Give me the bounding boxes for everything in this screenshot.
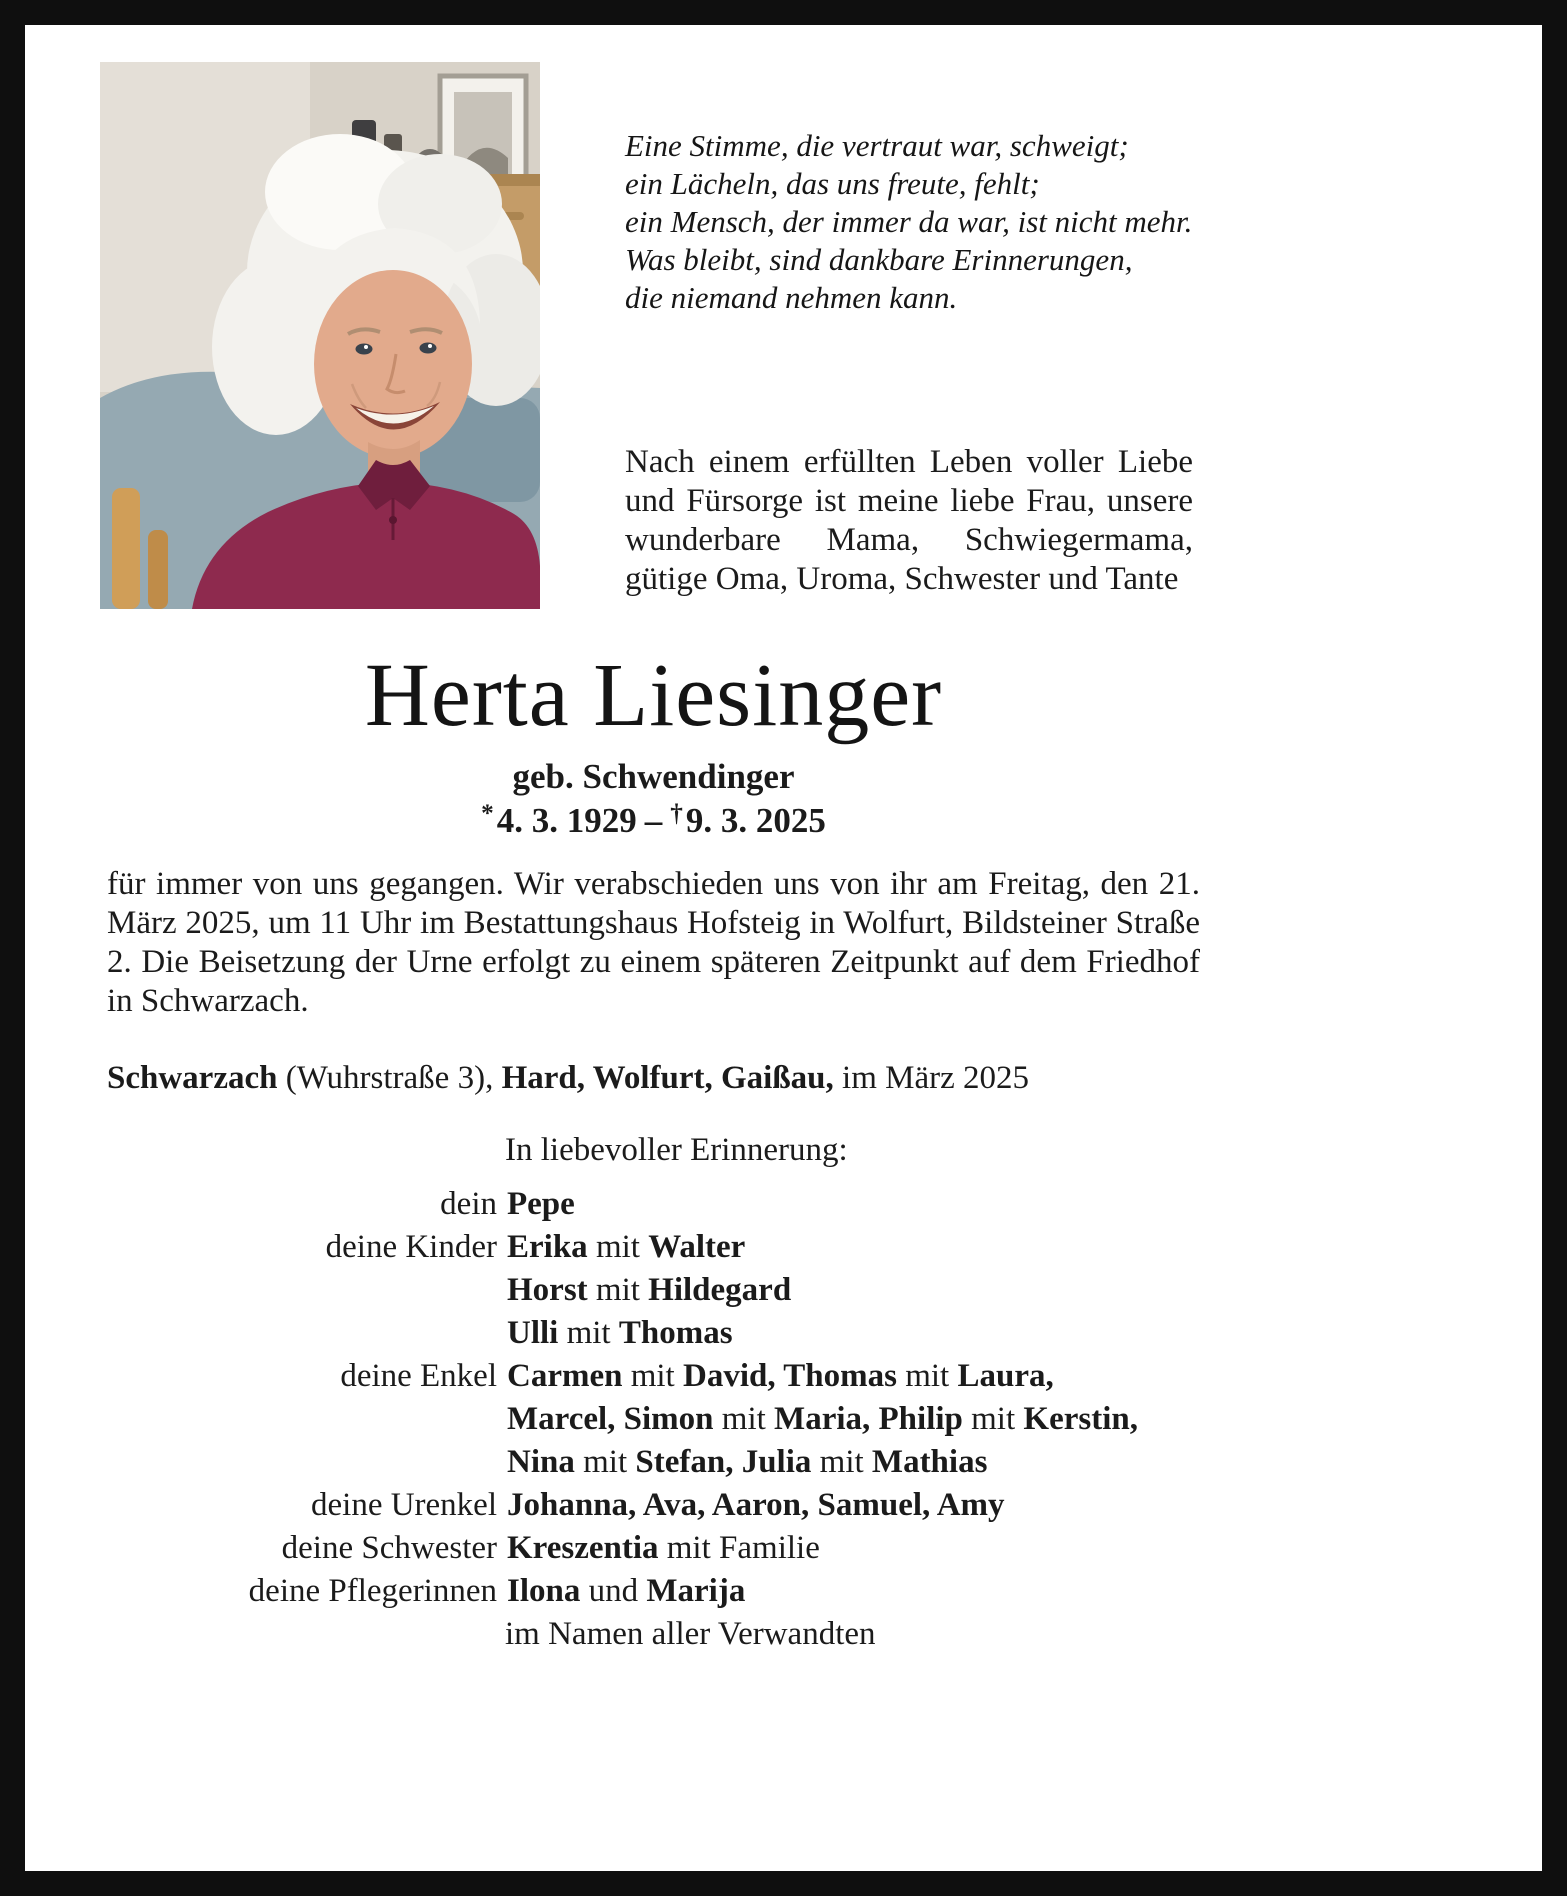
farewell-announcement: für immer von uns gegangen. Wir verabschieden uns von ihr am Freitag, den 21. März 2025, um 11 Uhr im Bestattungshaus Hofsteig in Wolfurt, Bildsteiner Straße 2. Die Beisetzung der Urne erfolgt zu einem späteren Zeitpunkt auf dem Friedhof in Schwarzach. <box>107 866 1200 1019</box>
poem-line: Eine Stimme, die vertraut war, schweigt; <box>625 128 1129 163</box>
closing-line: im Namen aller Verwandten <box>505 1616 876 1652</box>
mourner-relation-label <box>107 1312 497 1355</box>
bold-name-text: Hildegard <box>648 1272 792 1308</box>
bold-name-text: Thomas <box>618 1315 733 1351</box>
deceased-name: Herta Liesinger <box>364 646 943 745</box>
main-column <box>107 646 1200 1656</box>
regular-text: im März 2025 <box>833 1060 1029 1096</box>
mourner-names <box>507 1269 1200 1312</box>
regular-text: mit <box>713 1401 775 1437</box>
bold-name-text: Kerstin, <box>1023 1401 1138 1437</box>
regular-text: mit <box>962 1401 1024 1437</box>
remembrance-heading: In liebevoller Erinnerung: <box>505 1132 848 1168</box>
left-eye <box>356 344 373 355</box>
regular-text: und <box>580 1573 647 1609</box>
bold-name-text: Maria, Philip <box>774 1401 963 1437</box>
bold-name-text: Erika <box>507 1229 588 1265</box>
regular-text: mit <box>574 1444 636 1480</box>
death-dagger-symbol: † <box>670 800 683 828</box>
portrait-photo <box>100 62 540 609</box>
regular-text: mit <box>811 1444 872 1480</box>
bold-name-text: Ulli <box>507 1315 559 1351</box>
poem-line: die niemand nehmen kann. <box>625 280 958 315</box>
bold-name-text: Nina <box>507 1444 575 1480</box>
regular-text: (Wuhrstraße 3), <box>277 1060 502 1096</box>
button <box>389 516 397 524</box>
mourner-names <box>507 1183 1200 1226</box>
poem-line: ein Lächeln, das uns freute, fehlt; <box>625 166 1040 201</box>
birth-date: 4. 3. 1929 <box>496 801 637 840</box>
mourner-relation-label <box>107 1269 497 1312</box>
intro-text: Nach einem erfüllten Leben voller Liebe und Fürsorge ist meine liebe Frau, unsere wunderbare Mama, Schwiegermama, gütige Oma, Uroma, Schwester und Tante <box>625 444 1193 597</box>
bold-name-text: Schwarzach <box>107 1060 278 1096</box>
bold-name-text: Pepe <box>507 1186 575 1222</box>
poem-line: Was bleibt, sind dankbare Erinnerungen, <box>625 242 1133 277</box>
mourner-relation-label: deine Pflegerinnen <box>248 1573 497 1609</box>
portrait-illustration <box>100 62 540 609</box>
regular-text: mit <box>558 1315 619 1351</box>
mourner-relation-label: deine Urenkel <box>311 1487 497 1523</box>
mourner-names <box>507 1312 1200 1355</box>
bold-name-text: Marcel, Simon <box>507 1401 714 1437</box>
bold-name-text: Stefan, Julia <box>635 1444 812 1480</box>
mourner-relation-label: deine Schwester <box>281 1530 497 1566</box>
birth-star-symbol: * <box>481 800 494 828</box>
mourner-relation-label: deine Enkel <box>340 1358 497 1394</box>
regular-text: mit <box>622 1358 683 1394</box>
bold-name-text: Horst <box>507 1272 588 1308</box>
mourner-relation-label <box>107 1398 497 1441</box>
bold-name-text: David, Thomas <box>682 1358 897 1394</box>
mourner-relation-label <box>107 1441 497 1484</box>
date-separator: – <box>644 801 663 840</box>
mourner-names <box>507 1441 1200 1484</box>
bold-name-text: Laura, <box>957 1358 1054 1394</box>
maiden-name: geb. Schwendinger <box>512 757 795 796</box>
death-date: 9. 3. 2025 <box>685 801 826 840</box>
memorial-poem <box>625 127 1192 317</box>
mourner-names <box>507 1484 1200 1527</box>
regular-text: mit <box>896 1358 958 1394</box>
regular-text: mit Familie <box>658 1530 820 1566</box>
mourner-names <box>507 1355 1200 1398</box>
bold-name-text: Walter <box>648 1229 746 1265</box>
regular-text: mit <box>587 1229 649 1265</box>
bold-name-text: Kreszentia <box>507 1530 659 1566</box>
mourner-relation-label: dein <box>440 1186 497 1222</box>
mourner-names <box>507 1570 1200 1613</box>
mourner-relation-label: deine Kinder <box>325 1229 497 1265</box>
bold-name-text: Carmen <box>507 1358 623 1394</box>
bold-name-text: Hard, Wolfurt, Gaißau, <box>501 1060 834 1096</box>
bold-name-text: Ilona <box>507 1573 581 1609</box>
regular-text: mit <box>587 1272 649 1308</box>
mourner-names <box>507 1398 1200 1441</box>
mourner-names <box>507 1527 1200 1570</box>
top-section <box>25 25 1542 609</box>
mourner-names <box>507 1226 1200 1269</box>
bold-name-text: Johanna, Ava, Aaron, Samuel, Amy <box>507 1487 1005 1523</box>
places-date-line <box>107 1059 1200 1098</box>
poem-line: ein Mensch, der immer da war, ist nicht mehr. <box>625 204 1193 239</box>
mourners-list <box>107 1183 1200 1613</box>
right-eye <box>420 343 437 354</box>
life-dates <box>107 801 1200 841</box>
bold-name-text: Mathias <box>871 1444 988 1480</box>
bold-name-text: Marija <box>646 1573 746 1609</box>
